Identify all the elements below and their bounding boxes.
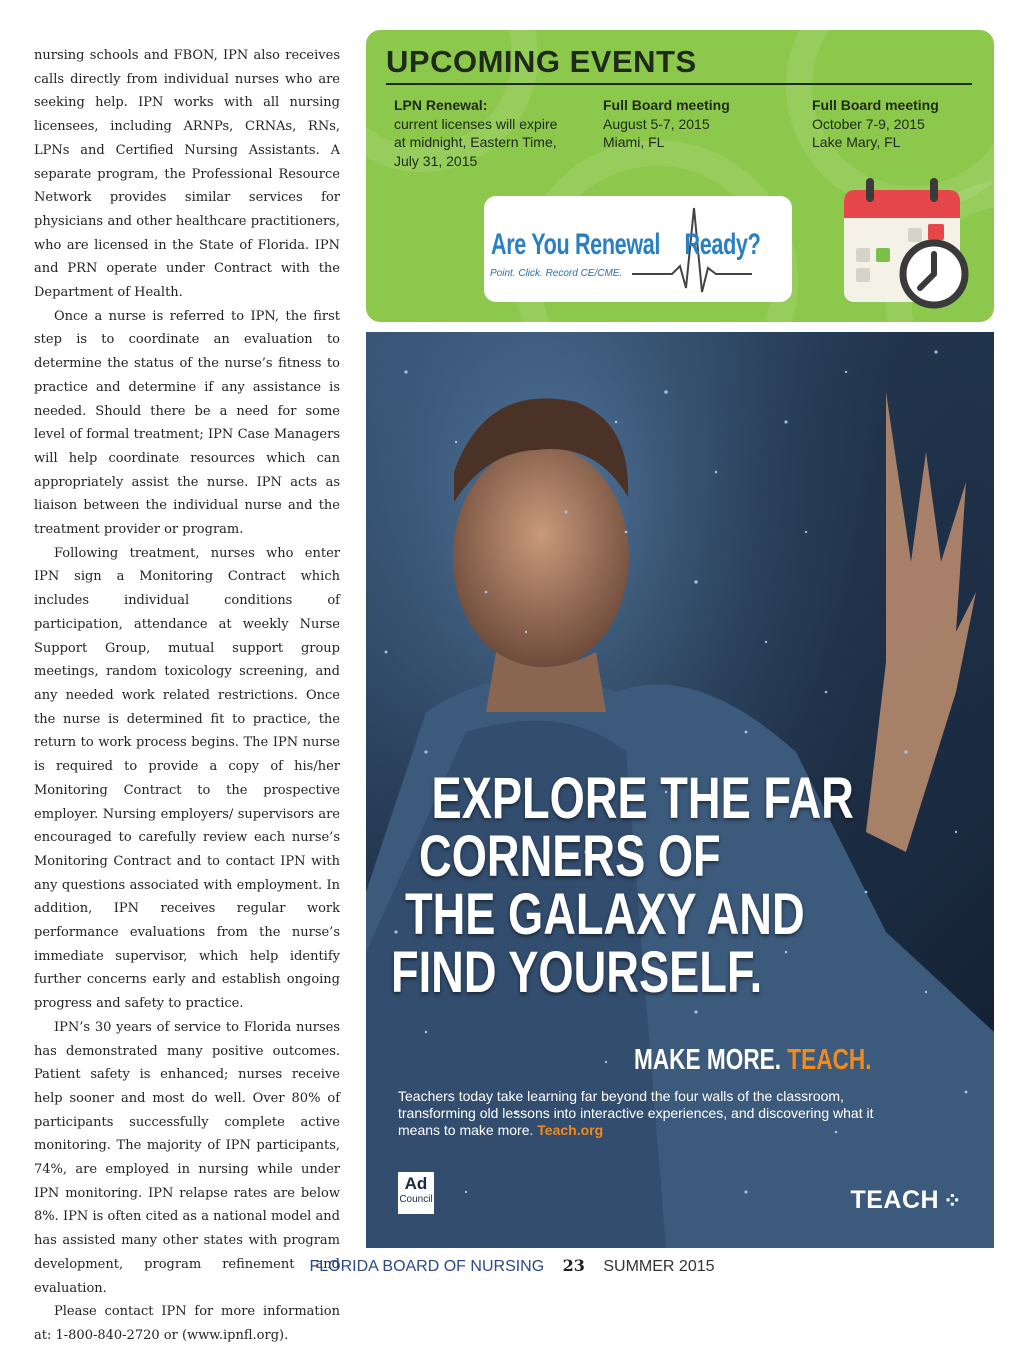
ad-council-logo (398, 1172, 434, 1214)
page-footer (0, 1256, 1024, 1276)
headline-line: CORNERS OF (419, 824, 721, 889)
article-paragraph: IPN’s 30 years of service to Florida nurses has demonstrated many positive outcomes. Patient safety is enhanced; nurses receive help sooner and most do well. Over 80% of participants successfully complete active monitoring. The majority of IPN participants, 74%, are employed in nursing while under IPN monitoring. IPN relapse rates are below 8%. IPN is often cited as a national model and has assisted many other states with program development, program refinement and evaluation. (34, 1019, 340, 1296)
events-title (386, 44, 697, 80)
ad-body-text (398, 1088, 876, 1139)
article-paragraph: Following treatment, nurses who enter IPN sign a Monitoring Contract which includes individual conditions of participation, attendance at weekly Nurse Support Group, mutual support group meetings, random toxicology screening, and any needed work related restrictions. Once the nurse is determined fit to practice, the return to work process begins. The IPN nurse is required to provide a copy of his/her Monitoring Contract to the prospective employer. Nursing employers/ supervisors are encouraged to carefully review each nurse’s Monitoring Contract and to contact IPN with any questions associated with employment. In addition, IPN receives regular work performance evaluations from the nurse’s immediate supervisor, which help identify further concerns early and establish ongoing progress and safety to practice. (34, 545, 340, 1012)
title-divider (386, 83, 972, 85)
ad-body: Teachers today take learning far beyond the four walls of the classroom, transforming old lessons into interactive experiences, and discovering what it means to make more. (398, 1088, 874, 1138)
tagline-teach: TEACH. (787, 1044, 872, 1076)
article-paragraph: nursing schools and FBON, IPN also receives calls directly from individual nurses who are seeking help. IPN works with all nursing licensees, including ARNPs, CRNAs, RNs, LPNs and Certified Nursing Assistants. A separate program, the Professional Resource Network provides similar services for physicians and other healthcare practitioners, who are licensed in the State of Florida. IPN and PRN operate under Contract with the Department of Health. (34, 48, 340, 301)
event-heading: Full Board meeting (812, 97, 939, 113)
renewal-title-b: Ready? (684, 228, 761, 261)
events-title-bold: EVENTS (569, 44, 697, 79)
event-details: August 5-7, 2015 Miami, FL (603, 115, 710, 150)
page-number: 23 (562, 1256, 585, 1275)
publication-name: FLORIDA BOARD OF NURSING (309, 1258, 545, 1275)
article-paragraph: Once a nurse is referred to IPN, the first step is to coordinate an evaluation to determine the status of the nurse’s fitness to practice and determine if any assistance is needed. Should there be a need for some level of formal treatment; IPN Case Managers will help coordinate resources which can appropriately assist the nurse. IPN acts as liaison between the individual nurse and the treatment provider or program. (34, 308, 340, 538)
teach-logo (850, 1186, 962, 1215)
article-column (34, 44, 340, 1348)
ad-council-logo-ad: Ad (404, 1174, 428, 1193)
event-board-meeting-october (812, 96, 994, 152)
issue-date: SUMMER 2015 (603, 1258, 715, 1275)
event-details: October 7-9, 2015 Lake Mary, FL (812, 115, 925, 150)
tagline-make-more: MAKE MORE. (634, 1044, 788, 1076)
renewal-title-a: Are You Renewal (491, 228, 661, 261)
teach-advertisement (366, 332, 994, 1248)
renewal-ready-banner[interactable] (484, 196, 792, 302)
headline-line: EXPLORE THE FAR (431, 766, 854, 831)
event-heading: LPN Renewal: (394, 97, 488, 113)
teach-dots-icon: ⁘ (943, 1188, 962, 1213)
event-details: current licenses will expire at midnight, Eastern Time, July 31, 2015 (394, 115, 558, 169)
article-paragraph: Please contact IPN for more information at: 1-800-840-2720 or (www.ipnfl.org). (34, 1304, 340, 1343)
ad-tagline (634, 1044, 872, 1077)
headline-line: FIND YOURSELF. (390, 940, 763, 1005)
headline-line: THE GALAXY AND (405, 882, 805, 947)
ad-headline (366, 766, 994, 1005)
ad-council-logo-council: Council (399, 1194, 433, 1205)
events-title-light: UPCOMING (386, 44, 570, 79)
event-lpn-renewal (394, 96, 584, 170)
renewal-subtitle: Point. Click. Record CE/CME. (490, 268, 623, 279)
renewal-title (491, 228, 760, 262)
upcoming-events-panel (366, 30, 994, 322)
teach-org-link[interactable]: Teach.org (537, 1122, 604, 1138)
calendar-clock-icon (842, 176, 982, 316)
event-heading: Full Board meeting (603, 97, 730, 113)
teach-logo-text: TEACH (850, 1186, 940, 1214)
event-board-meeting-august (603, 96, 793, 152)
